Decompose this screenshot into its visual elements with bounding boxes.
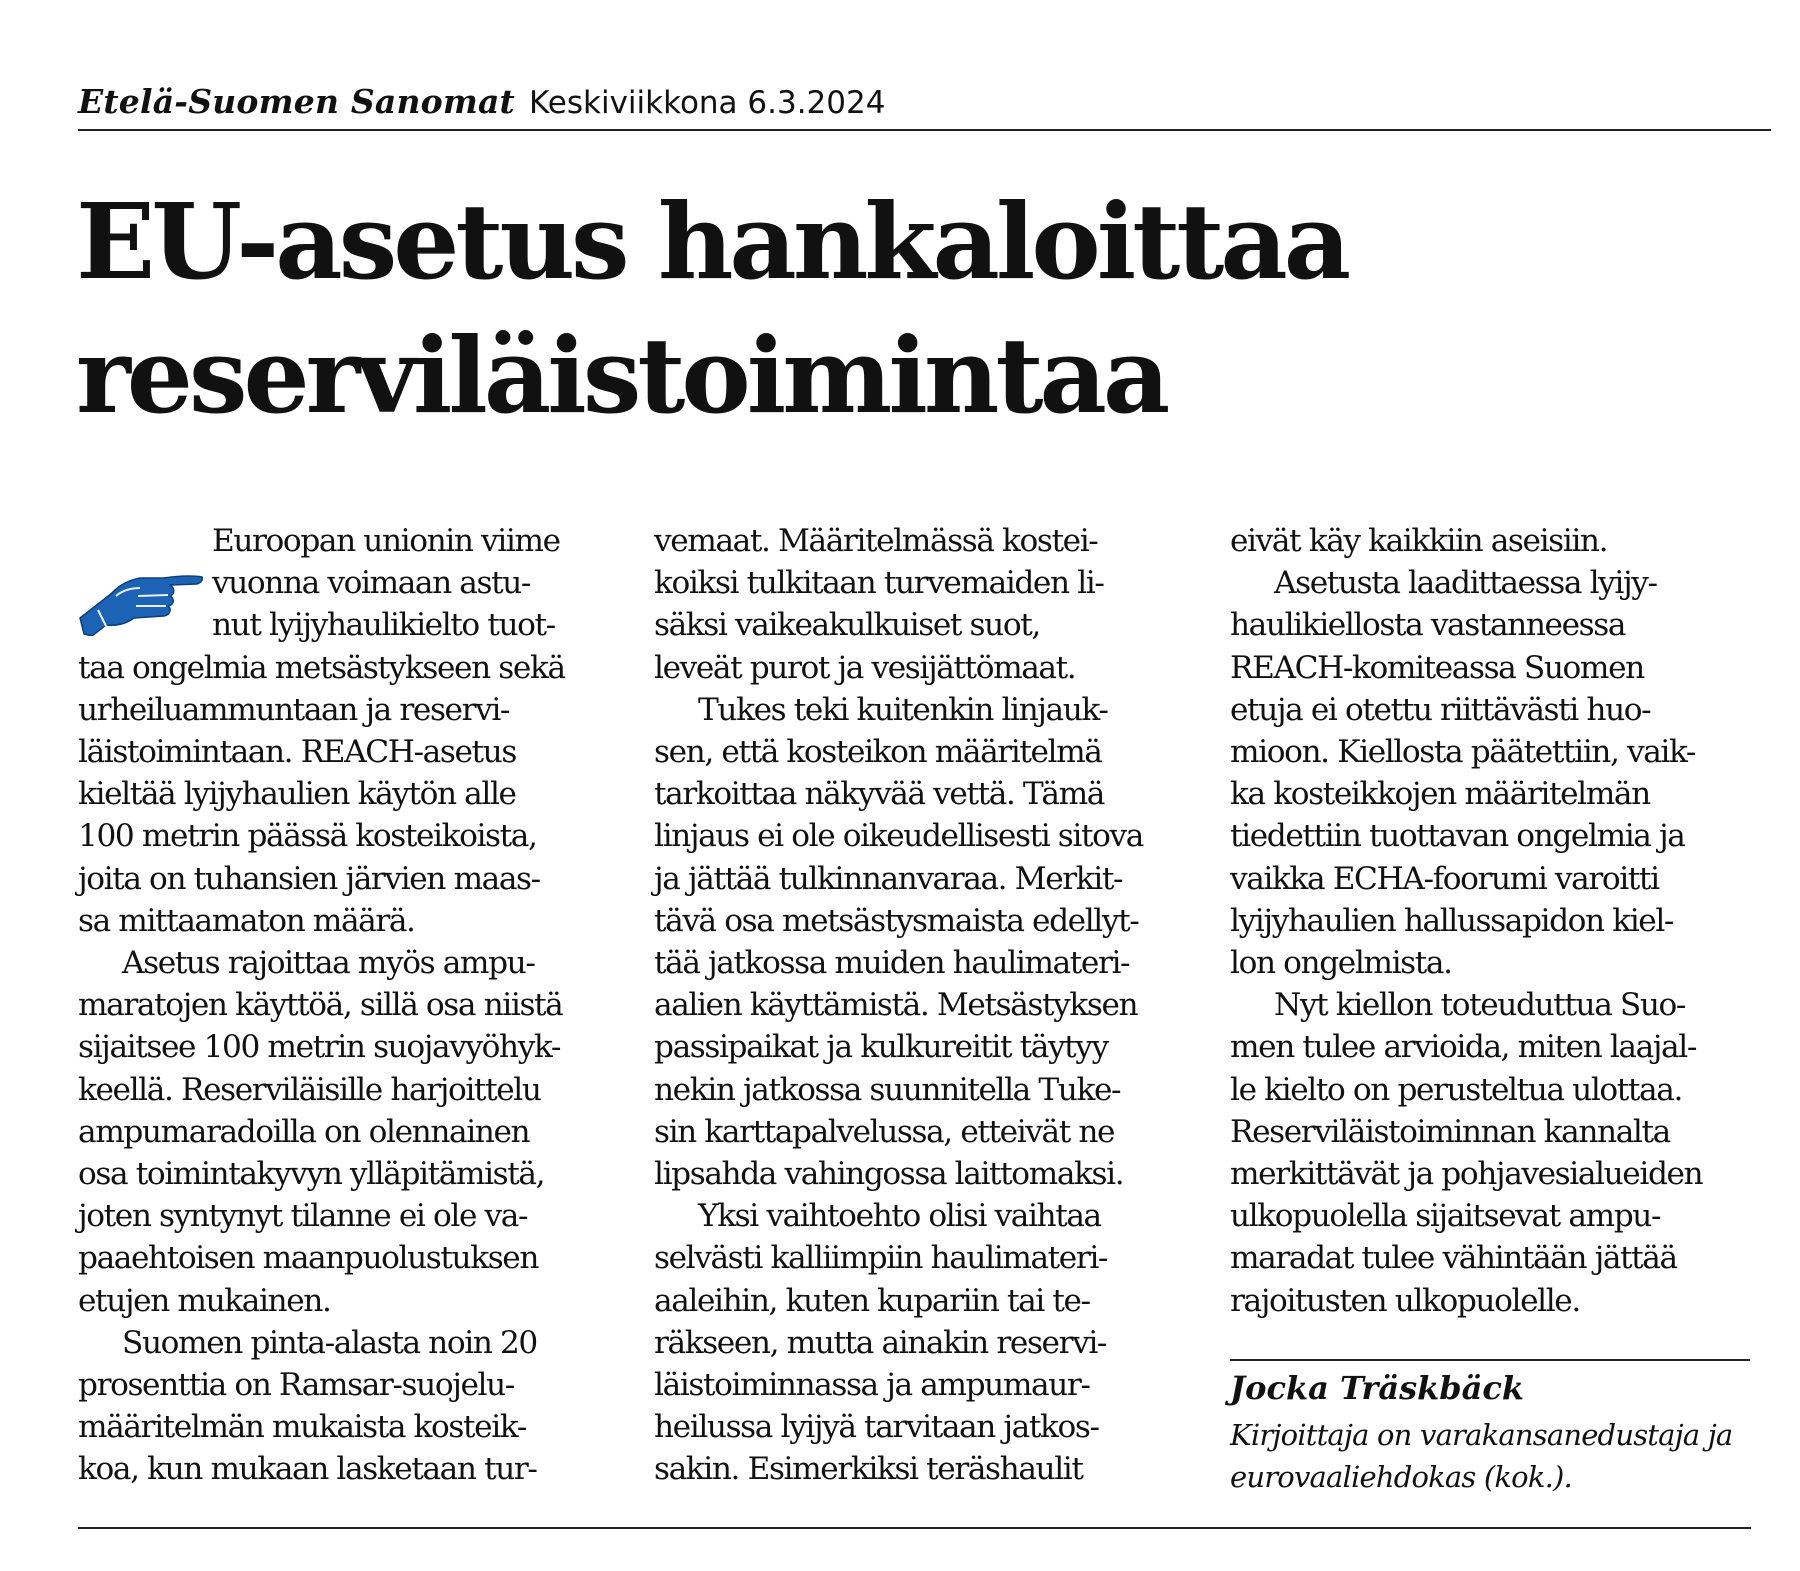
text-line: Tukes teki kuitenkin linjauk-	[698, 691, 1108, 728]
text-line: maratojen käyttöä, sillä osa niistä	[78, 987, 563, 1024]
text-line: merkittävät ja pohjavesialueiden	[1230, 1156, 1703, 1193]
text-line: määritelmän mukaista kosteik-	[78, 1409, 526, 1446]
text-line: lyijyhaulien hallussapidon kiel-	[1230, 902, 1674, 939]
text-line: leveät purot ja vesijättömaat.	[654, 649, 1076, 686]
text-line: Euroopan unionin viime	[212, 523, 560, 559]
text-line: kieltää lyijyhaulien käytön alle	[78, 776, 516, 813]
text-line: REACH-komiteassa Suomen	[1230, 649, 1644, 686]
text-line: maradat tulee vähintään jättää	[1230, 1240, 1677, 1277]
text-line: nekin jatkossa suunnitella Tuke-	[654, 1071, 1121, 1108]
text-line: joita on tuhansien järvien maas-	[78, 860, 540, 897]
article-column-1	[78, 520, 618, 1491]
text-line: heilussa lyijyä tarvitaan jatkos-	[654, 1409, 1099, 1446]
text-line: Suomen pinta-alasta noin 20	[122, 1324, 537, 1361]
bottom-divider	[78, 1527, 1751, 1529]
text-line: Reserviläistoiminnan kannalta	[1230, 1113, 1670, 1150]
text-line: Asetus rajoittaa myös ampu-	[122, 945, 535, 982]
text-line: lipsahda vahingossa laittomaksi.	[654, 1156, 1124, 1193]
text-line: joten syntynyt tilanne ei ole va-	[78, 1198, 528, 1235]
text-line: sa mittaamaton määrä.	[78, 902, 415, 939]
headline-line: reserviläistoimintaa	[76, 314, 1167, 437]
masthead	[78, 82, 885, 121]
text-line: keellä. Reserviläisille harjoittelu	[78, 1071, 541, 1108]
text-line: urheiluammuntaan ja reservi-	[78, 691, 510, 728]
text-line: koiksi tulkitaan turvemaiden li-	[654, 565, 1104, 602]
text-line: passipaikat ja kulkureitit täytyy	[654, 1029, 1108, 1066]
text-line: vaikka ECHA-foorumi varoitti	[1230, 860, 1659, 897]
text-line: taa ongelmia metsästykseen sekä	[78, 649, 565, 686]
author-description	[1230, 1414, 1770, 1498]
text-line: räkseen, mutta ainakin reservi-	[654, 1324, 1107, 1361]
headline-line: EU-asetus hankaloittaa	[76, 180, 1348, 303]
paper-name: Etelä-Suomen Sanomat	[78, 82, 515, 121]
text-line: le kielto on perusteltua ulottaa.	[1230, 1071, 1682, 1108]
text-line: osa toimintakyvyn ylläpitämistä,	[78, 1156, 545, 1193]
article-column-3	[1230, 520, 1770, 1322]
author-name: Jocka Träskbäck	[1230, 1369, 1525, 1407]
text-line: ampumaradoilla on olennainen	[78, 1113, 530, 1150]
text-line: säksi vaikeakulkuiset suot,	[654, 607, 1040, 644]
author-description-line: Kirjoittaja on varakansanedustaja ja	[1230, 1418, 1733, 1452]
byline-divider	[1230, 1359, 1750, 1361]
article-column-2	[654, 520, 1194, 1491]
publication-date: Keskiviikkona 6.3.2024	[529, 85, 886, 121]
text-line: aaleihin, kuten kupariin tai te-	[654, 1282, 1090, 1319]
text-line: etuja ei otettu riittävästi huo-	[1230, 691, 1651, 728]
text-line: vemaat. Määritelmässä kostei-	[654, 523, 1098, 559]
headline	[76, 175, 1476, 443]
text-line: ja jättää tulkinnanvaraa. Merkit-	[654, 860, 1123, 897]
text-line: sin karttapalvelussa, etteivät ne	[654, 1113, 1115, 1150]
text-line: tää jatkossa muiden haulimateri-	[654, 945, 1130, 982]
text-line: eivät käy kaikkiin aseisiin.	[1230, 523, 1608, 559]
text-line: etujen mukainen.	[78, 1282, 331, 1319]
text-line: linjaus ei ole oikeudellisesti sitova	[654, 818, 1143, 855]
text-line: haulikiellosta vastanneessa	[1230, 607, 1626, 644]
text-line: ka kosteikkojen määritelmän	[1230, 776, 1650, 813]
text-line: läistoimintaan. REACH-asetus	[78, 734, 516, 771]
text-line: Yksi vaihtoehto olisi vaihtaa	[698, 1198, 1101, 1235]
text-line: tiedettiin tuottavan ongelmia ja	[1230, 818, 1685, 855]
text-line: selvästi kalliimpiin haulimateri-	[654, 1240, 1108, 1277]
text-line: sijaitsee 100 metrin suojavyöhyk-	[78, 1029, 561, 1066]
text-line: aalien käyttämistä. Metsästyksen	[654, 987, 1138, 1024]
text-line: lon ongelmista.	[1230, 945, 1452, 982]
text-line: paaehtoisen maanpuolustuksen	[78, 1240, 539, 1277]
text-line: prosenttia on Ramsar-suojelu-	[78, 1367, 514, 1404]
text-line: men tulee arvioida, miten laajal-	[1230, 1029, 1696, 1066]
text-line: sakin. Esimerkiksi teräshaulit	[654, 1451, 1083, 1488]
text-line: sen, että kosteikon määritelmä	[654, 734, 1102, 771]
text-line: tarkoittaa näkyvää vettä. Tämä	[654, 776, 1104, 813]
text-line: 100 metrin päässä kosteikoista,	[78, 818, 537, 855]
text-line: mioon. Kiellosta päätettiin, vaik-	[1230, 734, 1696, 771]
top-divider	[78, 129, 1771, 131]
text-line: tävä osa metsästysmaista edellyt-	[654, 902, 1139, 939]
text-line: nut lyijyhaulikielto tuot-	[212, 607, 555, 644]
text-line: Asetusta laadittaessa lyijy-	[1274, 565, 1657, 602]
text-line: läistoiminnassa ja ampumaur-	[654, 1367, 1090, 1404]
text-line: ulkopuolella sijaitsevat ampu-	[1230, 1198, 1661, 1235]
author-description-line: eurovaaliehdokas (kok.).	[1230, 1460, 1572, 1494]
text-line: Nyt kiellon toteuduttua Suo-	[1274, 987, 1686, 1024]
text-line: vuonna voimaan astu-	[212, 565, 531, 602]
text-line: koa, kun mukaan lasketaan tur-	[78, 1451, 537, 1488]
text-line: rajoitusten ulkopuolelle.	[1230, 1282, 1580, 1319]
